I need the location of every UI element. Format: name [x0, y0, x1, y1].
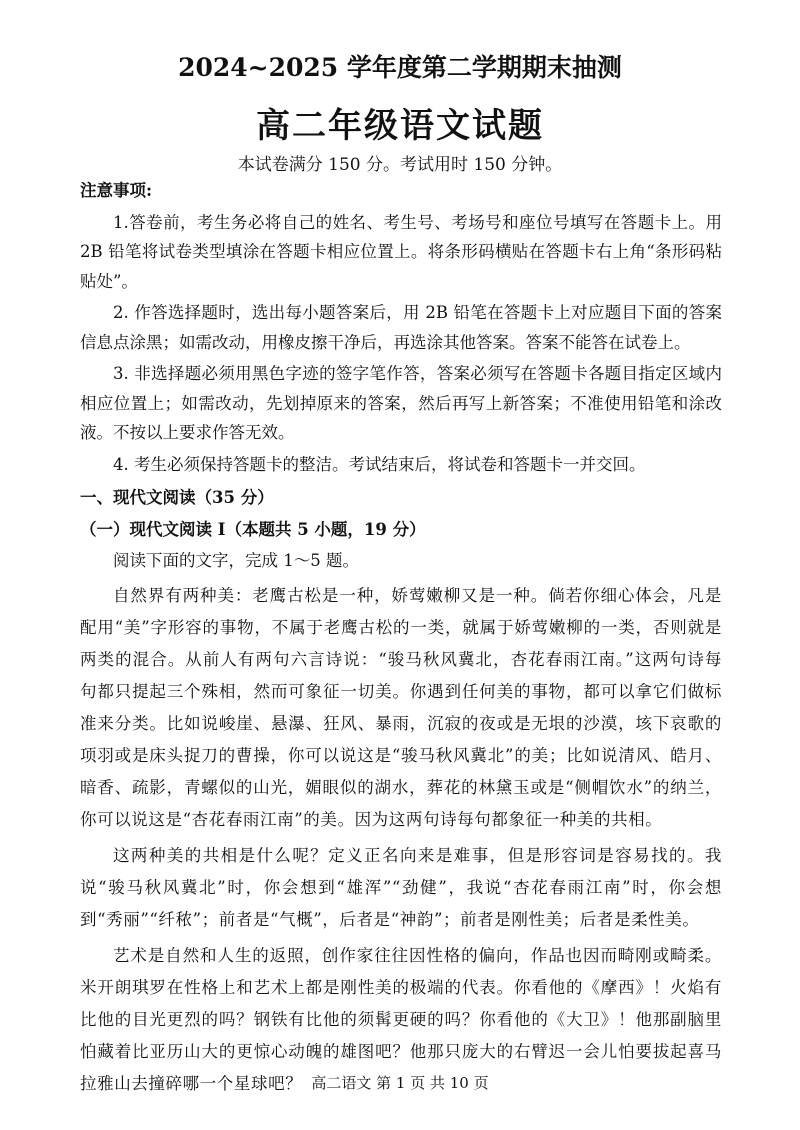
- passage-paragraph-3: 艺术是自然和人生的返照，创作家往往因性格的偏向，作品也因而畸刚或畸柔。米开朗琪罗在性格上和艺术上都是刚性美的极端的代表。你看他的《摩西》！火焰有比他的目光更烈的吗？钢铁有比他的须髯更硬的吗？你看他的《大卫》！他那副脑里怕藏着比亚历山大的更惊心动魄的雄图吧？他那只庞大的右臂迟一会儿怕要拔起喜马拉雅山去撞碎哪一个星球吧？: [80, 945, 722, 1093]
- section-heading: 一、现代文阅读（35 分）: [80, 488, 274, 507]
- subject-title: 高二年级语文试题: [256, 106, 544, 146]
- reading-instruction: 阅读下面的文字，完成 1～5 题。: [113, 551, 359, 570]
- passage-paragraph-2: 这两种美的共相是什么呢？定义正名向来是难事，但是形容词是容易找的。我说“骏马秋风冀北”时，你会想到“雄浑”“劲健”，我说“杏花春雨江南”时，你会想到“秀丽”“纤秾”；前者是“气概”，后者是“神韵”；前者是刚性美；后者是柔性美。: [80, 845, 722, 929]
- exam-content: [80, 176, 722, 1100]
- notice-item-1: 1.答卷前，考生务必将自己的姓名、考生号、考场号和座位号填写在答题卡上。用 2B 铅笔将试卷类型填涂在答题卡相应位置上。将条形码横贴在答题卡右上角“条形码粘贴处”。: [80, 212, 722, 291]
- page-footer: 高二语文 第 1 页 共 10 页: [311, 1074, 489, 1092]
- exam-title: 2024~2025 学年度第二学期期末抽测: [178, 53, 622, 82]
- notice-item-2: 2. 作答选择题时，选出每小题答案后，用 2B 铅笔在答题卡上对应题目下面的答案信息点涂黑；如需改动，用橡皮擦干净后，再选涂其他答案。答案不能答在试卷上。: [80, 303, 722, 352]
- passage-paragraph-1: 自然界有两种美：老鹰古松是一种，娇莺嫩柳又是一种。倘若你细心体会，凡是配用“美”字形容的事物，不属于老鹰古松的一类，就属于娇莺嫩柳的一类，否则就是两类的混合。从前人有两句六言诗说：“骏马秋风冀北，杏花春雨江南。”这两句诗每句都只提起三个殊相，然而可象征一切美。你遇到任何美的事物，都可以拿它们做标准来分类。比如说峻崖、悬瀑、狂风、暴雨，沉寂的夜或是无垠的沙漠，垓下哀歌的项羽或是床头捉刀的曹操，你可以说这是“骏马秋风冀北”的美；比如说清风、皓月、暗香、疏影，青螺似的山光，媚眼似的湖水，葬花的林黛玉或是“侧帽饮水”的纳兰，你可以说这是“杏花春雨江南”的美。因为这两句诗每句都象征一种美的共相。: [80, 585, 722, 829]
- notice-item-3: 3. 非选择题必须用黑色字迹的签字笔作答，答案必须写在答题卡各题目指定区域内相应位置上；如需改动，先划掉原来的答案，然后再写上新答案；不准使用铅笔和涂改液。不按以上要求作答无效。: [80, 364, 722, 442]
- notice-heading: 注意事项:: [80, 181, 153, 200]
- notice-item-4: 4. 考生必须保持答题卡的整洁。考试结束后，将试卷和答题卡一并交回。: [113, 454, 646, 474]
- subsection-heading: （一）现代文阅读 I（本题共 5 小题，19 分）: [80, 519, 426, 539]
- score-note: 本试卷满分 150 分。考试用时 150 分钟。: [237, 155, 563, 175]
